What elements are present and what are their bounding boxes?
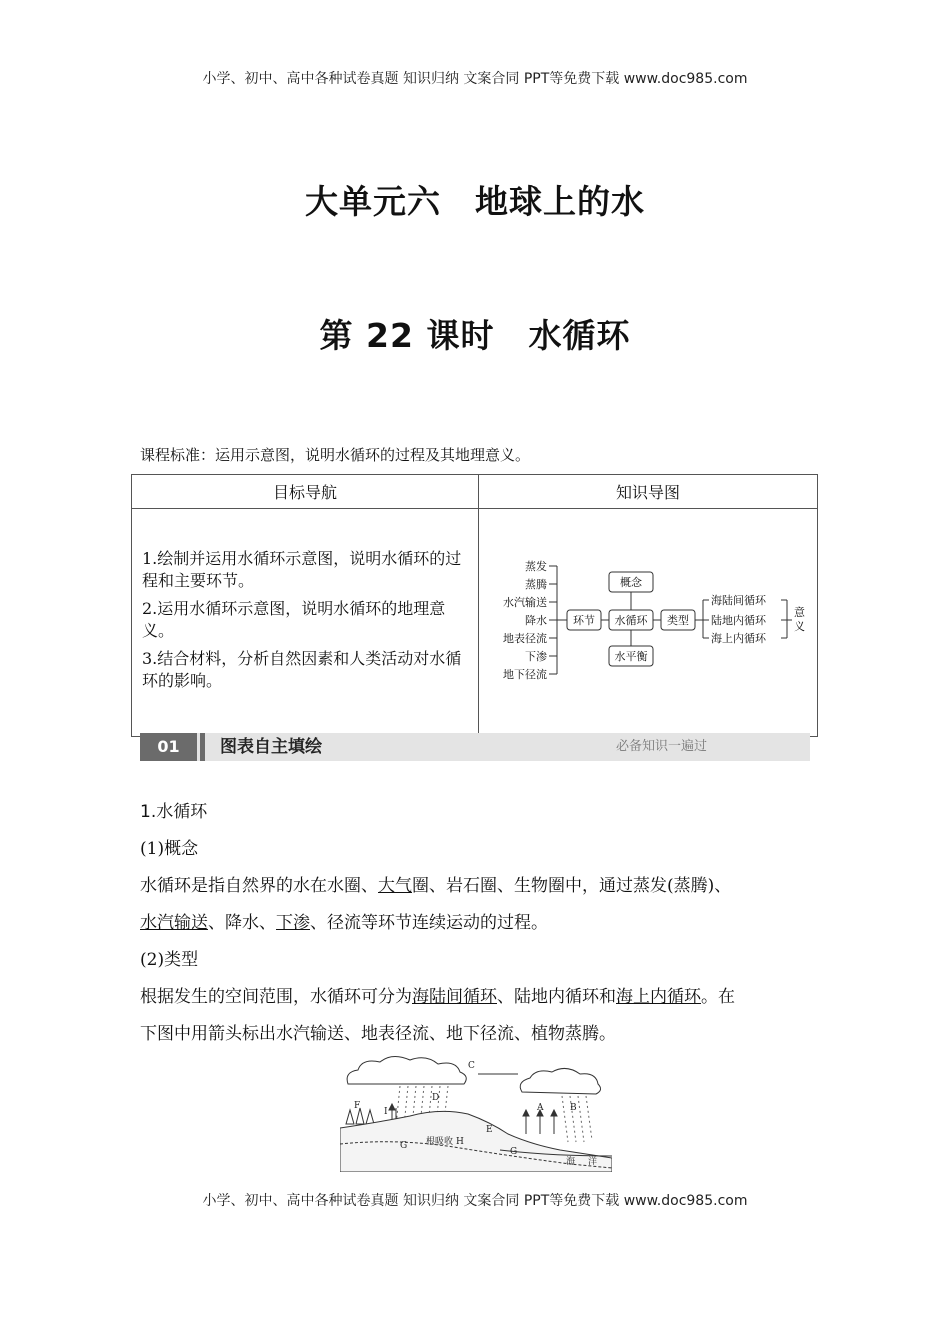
knowledge-map-header: 知识导图 bbox=[479, 475, 818, 509]
text-span: 根据发生的空间范围，水循环可分为 bbox=[140, 987, 412, 1007]
banner-number: 01 bbox=[140, 733, 197, 761]
page-footer: 小学、初中、高中各种试卷真题 知识归纳 文案合同 PPT等免费下载 www.doc985.com bbox=[202, 1193, 748, 1209]
cloud-icon bbox=[520, 1068, 600, 1094]
concept-paragraph-line1 bbox=[140, 871, 731, 896]
answer-blank: 水汽输送 bbox=[140, 913, 208, 933]
banner-title: 图表自主填绘 bbox=[220, 737, 322, 757]
figure-label: I bbox=[384, 1107, 388, 1117]
root-absorption-label: 根吸收 bbox=[426, 1137, 454, 1147]
answer-blank: 海陆间循环 bbox=[412, 987, 497, 1007]
type-paragraph-line2: 下图中用箭头标出水汽输送、地表径流、地下径流、植物蒸腾。 bbox=[140, 1024, 616, 1044]
stage-label: 地下径流 bbox=[503, 668, 547, 681]
figure-label: G bbox=[400, 1141, 408, 1151]
text-span: 圈、岩石圈、生物圈中，通过蒸发(蒸腾)、 bbox=[412, 876, 732, 896]
ocean-label: 海 bbox=[566, 1157, 576, 1167]
page-header: 小学、初中、高中各种试卷真题 知识归纳 文案合同 PPT等免费下载 www.doc985.com bbox=[202, 71, 748, 87]
course-standard: 课程标准：运用示意图，说明水循环的过程及其地理意义。 bbox=[140, 446, 531, 464]
figure-label: G bbox=[510, 1147, 518, 1157]
cloud-icon bbox=[347, 1056, 466, 1084]
meaning-char: 意 bbox=[794, 606, 805, 619]
text-span: 水循环是指自然界的水在水圈、 bbox=[140, 876, 378, 896]
concept-paragraph-line2 bbox=[140, 908, 548, 933]
answer-blank: 海上内循环 bbox=[616, 987, 701, 1007]
section-banner bbox=[140, 733, 810, 761]
balance-label: 水平衡 bbox=[614, 650, 648, 663]
figure-label: F bbox=[354, 1101, 361, 1111]
subheading-concept: (1)概念 bbox=[140, 839, 199, 859]
water-cycle-figure bbox=[340, 1052, 612, 1172]
type-item: 陆地内循环 bbox=[711, 614, 766, 627]
text-span: 、陆地内循环和 bbox=[497, 987, 616, 1007]
stage-label: 蒸发 bbox=[525, 560, 547, 573]
figure-label: A bbox=[537, 1103, 544, 1113]
concept-label: 概念 bbox=[620, 576, 642, 589]
goal-item: 2.运用水循环示意图，说明水循环的地理意义。 bbox=[142, 598, 446, 640]
text-span: 、降水、 bbox=[208, 913, 276, 933]
rain-icon bbox=[562, 1096, 592, 1142]
stage-label: 下渗 bbox=[525, 650, 547, 663]
stage-label: 地表径流 bbox=[503, 632, 547, 645]
goal-table bbox=[131, 474, 818, 737]
stage-label: 降水 bbox=[525, 614, 547, 627]
section-heading: 1.水循环 bbox=[140, 802, 208, 822]
lesson-title: 第 22 课时 水循环 bbox=[319, 316, 631, 355]
stage-label: 蒸腾 bbox=[525, 578, 547, 591]
link-label: 环节 bbox=[573, 614, 595, 627]
figure-label: C bbox=[468, 1061, 475, 1071]
stage-label: 水汽输送 bbox=[503, 596, 547, 609]
answer-blank: 大气 bbox=[378, 876, 412, 896]
meaning-char: 义 bbox=[794, 620, 805, 633]
text-span: 。在 bbox=[701, 987, 735, 1007]
meaning-bracket bbox=[781, 600, 792, 638]
type-item: 海陆间循环 bbox=[711, 594, 766, 607]
subheading-type: (2)类型 bbox=[140, 950, 199, 970]
answer-blank: 下渗 bbox=[276, 913, 310, 933]
figure-label: B bbox=[570, 1103, 577, 1113]
goal-item: 3.结合材料，分析自然因素和人类活动对水循环的影响。 bbox=[142, 648, 462, 690]
type-bracket bbox=[695, 600, 709, 638]
ocean-label: 洋 bbox=[588, 1157, 598, 1167]
figure-label: D bbox=[432, 1093, 440, 1103]
figure-label: E bbox=[486, 1125, 493, 1135]
center-label: 水循环 bbox=[614, 614, 648, 627]
figure-label: H bbox=[456, 1137, 464, 1147]
knowledge-map-cell bbox=[479, 509, 818, 737]
text-span: 、径流等环节连续运动的过程。 bbox=[310, 913, 548, 933]
banner-subtitle: 必备知识一遍过 bbox=[616, 739, 708, 754]
goals-cell bbox=[132, 509, 479, 737]
type-label: 类型 bbox=[667, 614, 689, 627]
goal-nav-header: 目标导航 bbox=[132, 475, 479, 509]
knowledge-mind-map bbox=[479, 509, 817, 732]
type-paragraph-line1 bbox=[140, 982, 735, 1007]
stage-bracket bbox=[549, 566, 567, 674]
unit-title: 大单元六 地球上的水 bbox=[305, 182, 645, 221]
type-item: 海上内循环 bbox=[711, 632, 766, 645]
banner-divider bbox=[200, 733, 205, 761]
goal-item: 1.绘制并运用水循环示意图，说明水循环的过程和主要环节。 bbox=[142, 548, 462, 590]
